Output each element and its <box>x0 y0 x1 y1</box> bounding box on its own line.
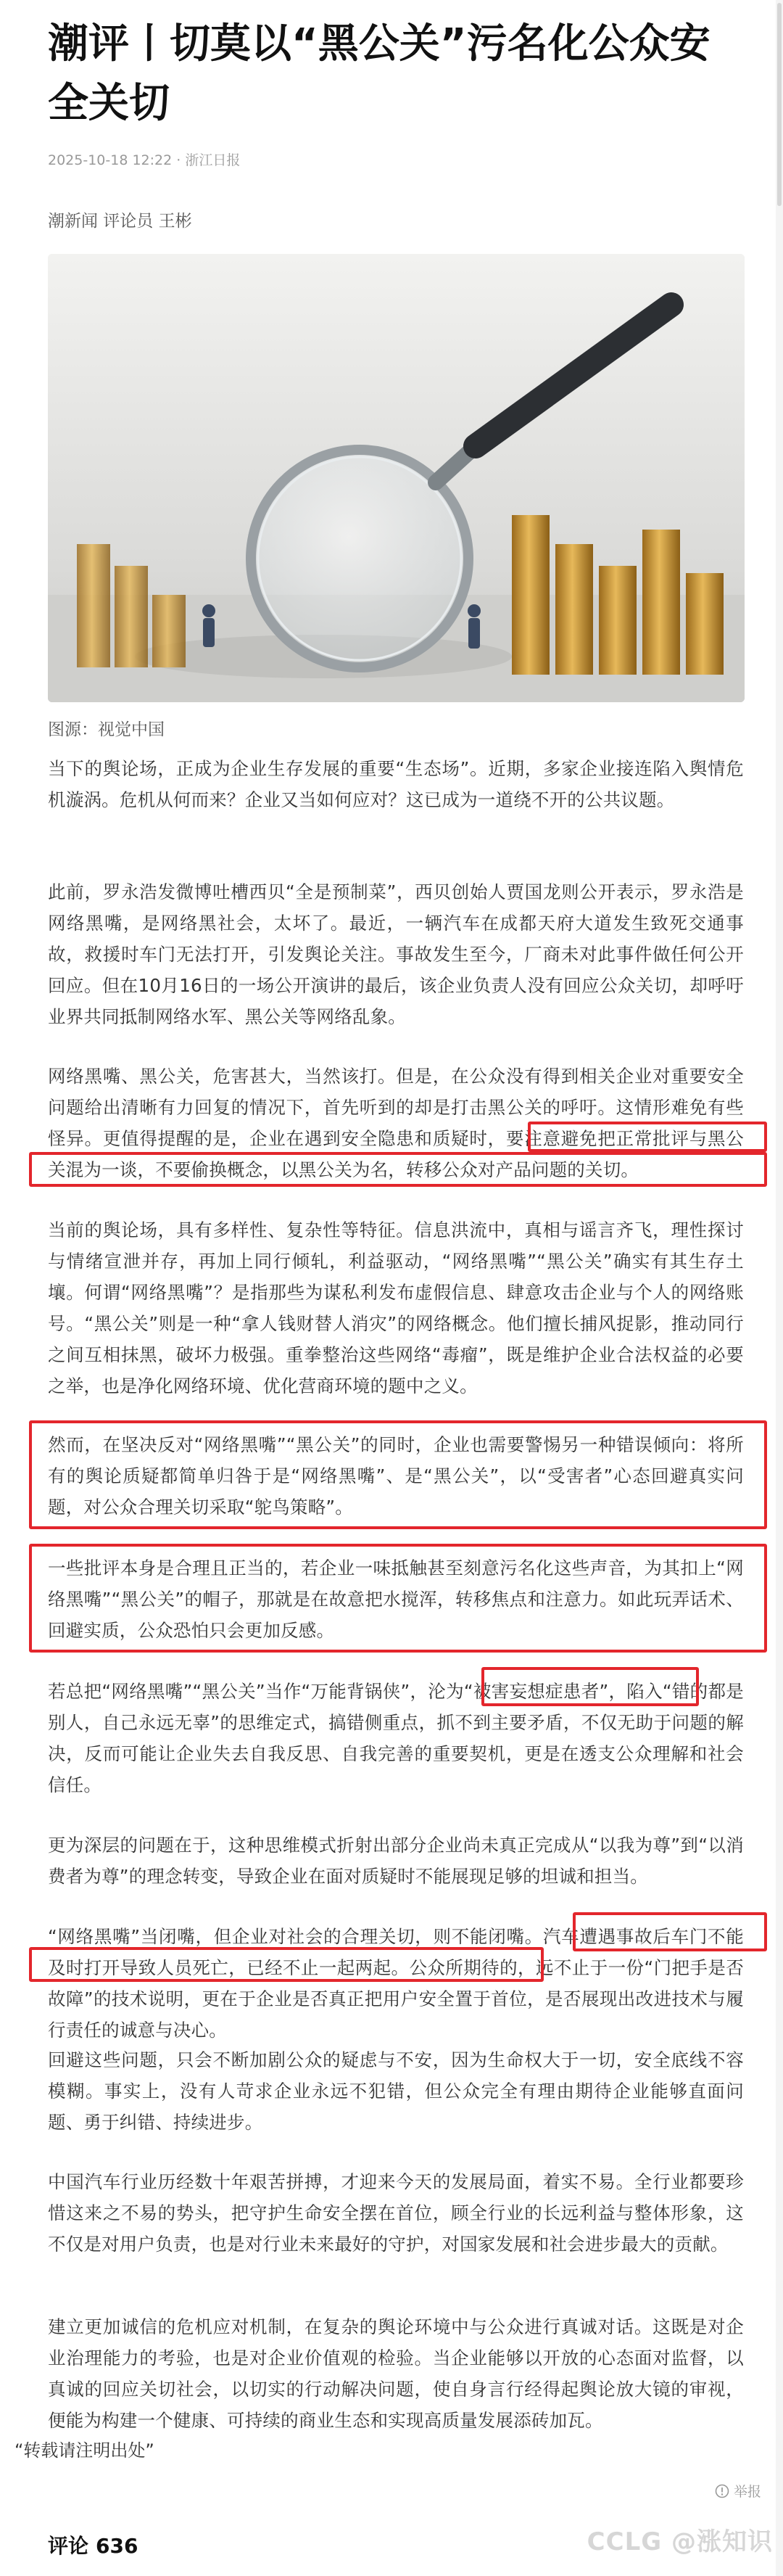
report-label: 举报 <box>733 2484 761 2500</box>
paragraph: 当下的舆论场，正成为企业生存发展的重要“生态场”。近期，多家企业接连陷入舆情危机漩涡。危机从何而来？企业又当如何应对？这已成为一道绕不开的公共议题。 <box>48 758 744 810</box>
paragraph: 更为深层的问题在于，这种思维模式折射出部分企业尚未真正完成从“以我为尊”到“以消费者为尊”的理念转变，导致企业在面对质疑时不能展现足够的坦诚和担当。 <box>48 1835 744 1887</box>
comments-label: 评论 <box>48 2534 89 2558</box>
scrollbar[interactable] <box>776 0 783 2576</box>
paragraph: 此前，罗永浩发微博吐槽西贝“全是预制菜”，西贝创始人贾国龙则公开表示，罗永浩是网络黑嘴，是网络黑社会，太坏了。最近，一辆汽车在成都天府大道发生致死交通事故，救援时车门无法打开，引发舆论关注。事故发生至今，厂商未对此事件做任何公开回应。但在10月16日的一场公开演讲的最后，该企业负责人没有回应公众关切，却呼吁业界共同抵制网络水军、黑公关等网络乱象。 <box>48 881 744 1027</box>
report-link[interactable] <box>715 2481 761 2501</box>
hero-image <box>48 254 745 702</box>
repost-note: “转载请注明出处” <box>14 2440 154 2461</box>
paragraph: 建立更加诚信的危机应对机制，在复杂的舆论环境中与公众进行真诚对话。这既是对企业治理能力的考验，也是对企业价值观的检验。当企业能够以开放的心态面对监督，以真诚的回应关切社会，以切实的行动解决问题，使自身言行经得起舆论放大镜的审视，便能为构建一个健康、可持续的商业生态和实现高质量发展添砖加瓦。 <box>48 2316 744 2431</box>
magnifying-glass-image <box>48 254 745 702</box>
paragraph: 然而，在坚决反对“网络黑嘴”“黑公关”的同时，企业也需要警惕另一种错误倾向：将所有的舆论质疑都简单归咎于是“网络黑嘴”、是“黑公关”，以“受害者”心态回避真实问题，对公众合理关切采取“鸵鸟策略”。 <box>48 1434 744 1518</box>
article-byline: 潮新闻 评论员 王彬 <box>48 212 192 231</box>
paragraph: 回避这些问题，只会不断加剧公众的疑虑与不安，因为生命权大于一切，安全底线不容模糊。事实上，没有人苛求企业永远不犯错，但公众完全有理由期待企业能够直面问题、勇于纠错、持续进步。 <box>48 2049 744 2133</box>
article-title: 潮评丨切莫以“黑公关”污名化公众安全关切 <box>48 20 710 127</box>
scrollbar-thumb[interactable] <box>777 3 782 206</box>
watermark: CCLG @涨知识 <box>587 2527 773 2556</box>
comments-number: 636 <box>96 2534 138 2558</box>
report-icon <box>715 2484 729 2498</box>
article-meta: 2025-10-18 12:22 · 浙江日报 <box>48 152 241 168</box>
paragraph: 若总把“网络黑嘴”“黑公关”当作“万能背锅侠”，沦为“被害妄想症患者”，陷入“错的都是别人，自己永远无辜”的思维定式，搞错侧重点，抓不到主要矛盾，不仅无助于问题的解决，反而可能让企业失去自我反思、自我完善的重要契机，更是在透支公众理解和社会信任。 <box>48 1681 744 1795</box>
paragraph: 中国汽车行业历经数十年艰苦拼搏，才迎来今天的发展局面，着实不易。全行业都要珍惜这来之不易的势头，把守护生命安全摆在首位，顾全行业的长远利益与整体形象，这不仅是对用户负责，也是对行业未来最好的守护，对国家发展和社会进步最大的贡献。 <box>48 2171 744 2255</box>
paragraph: “网络黑嘴”当闭嘴，但企业对社会的合理关切，则不能闭嘴。汽车遭遇事故后车门不能及时打开导致人员死亡，已经不止一起两起。公众所期待的，远不止于一份“门把手是否故障”的技术说明，更在于企业是否真正把用户安全置于首位，是否展现出改进技术与履行责任的诚意与决心。 <box>48 1926 744 2041</box>
image-caption: 图源：视觉中国 <box>48 720 165 739</box>
paragraph: 一些批评本身是合理且正当的，若企业一味抵触甚至刻意污名化这些声音，为其扣上“网络黑嘴”“黑公关”的帽子，那就是在故意把水搅浑，转移焦点和注意力。如此玩弄话术、回避实质，公众恐怕只会更加反感。 <box>48 1557 744 1641</box>
comments-count[interactable] <box>48 2530 138 2559</box>
paragraph: 当前的舆论场，具有多样性、复杂性等特征。信息洪流中，真相与谣言齐飞，理性探讨与情绪宣泄并存，再加上同行倾轧，利益驱动，“网络黑嘴”“黑公关”确实有其生存土壤。何谓“网络黑嘴”？是指那些为谋私利发布虚假信息、肆意攻击企业与个人的网络账号。“黑公关”则是一种“拿人钱财替人消灾”的网络概念。他们擅长捕风捉影，推动同行之间互相抹黑，破坏力极强。重拳整治这些网络“毒瘤”，既是维护企业合法权益的必要之举，也是净化网络环境、优化营商环境的题中之义。 <box>48 1219 744 1396</box>
paragraph: 网络黑嘴、黑公关，危害甚大，当然该打。但是，在公众没有得到相关企业对重要安全问题给出清晰有力回复的情况下，首先听到的却是打击黑公关的呼吁。这情形难免有些怪异。更值得提醒的是，企业在遇到安全隐患和质疑时，要注意避免把正常批评与黑公关混为一谈，不要偷换概念，以黑公关为名，转移公众对产品问题的关切。 <box>48 1066 744 1180</box>
